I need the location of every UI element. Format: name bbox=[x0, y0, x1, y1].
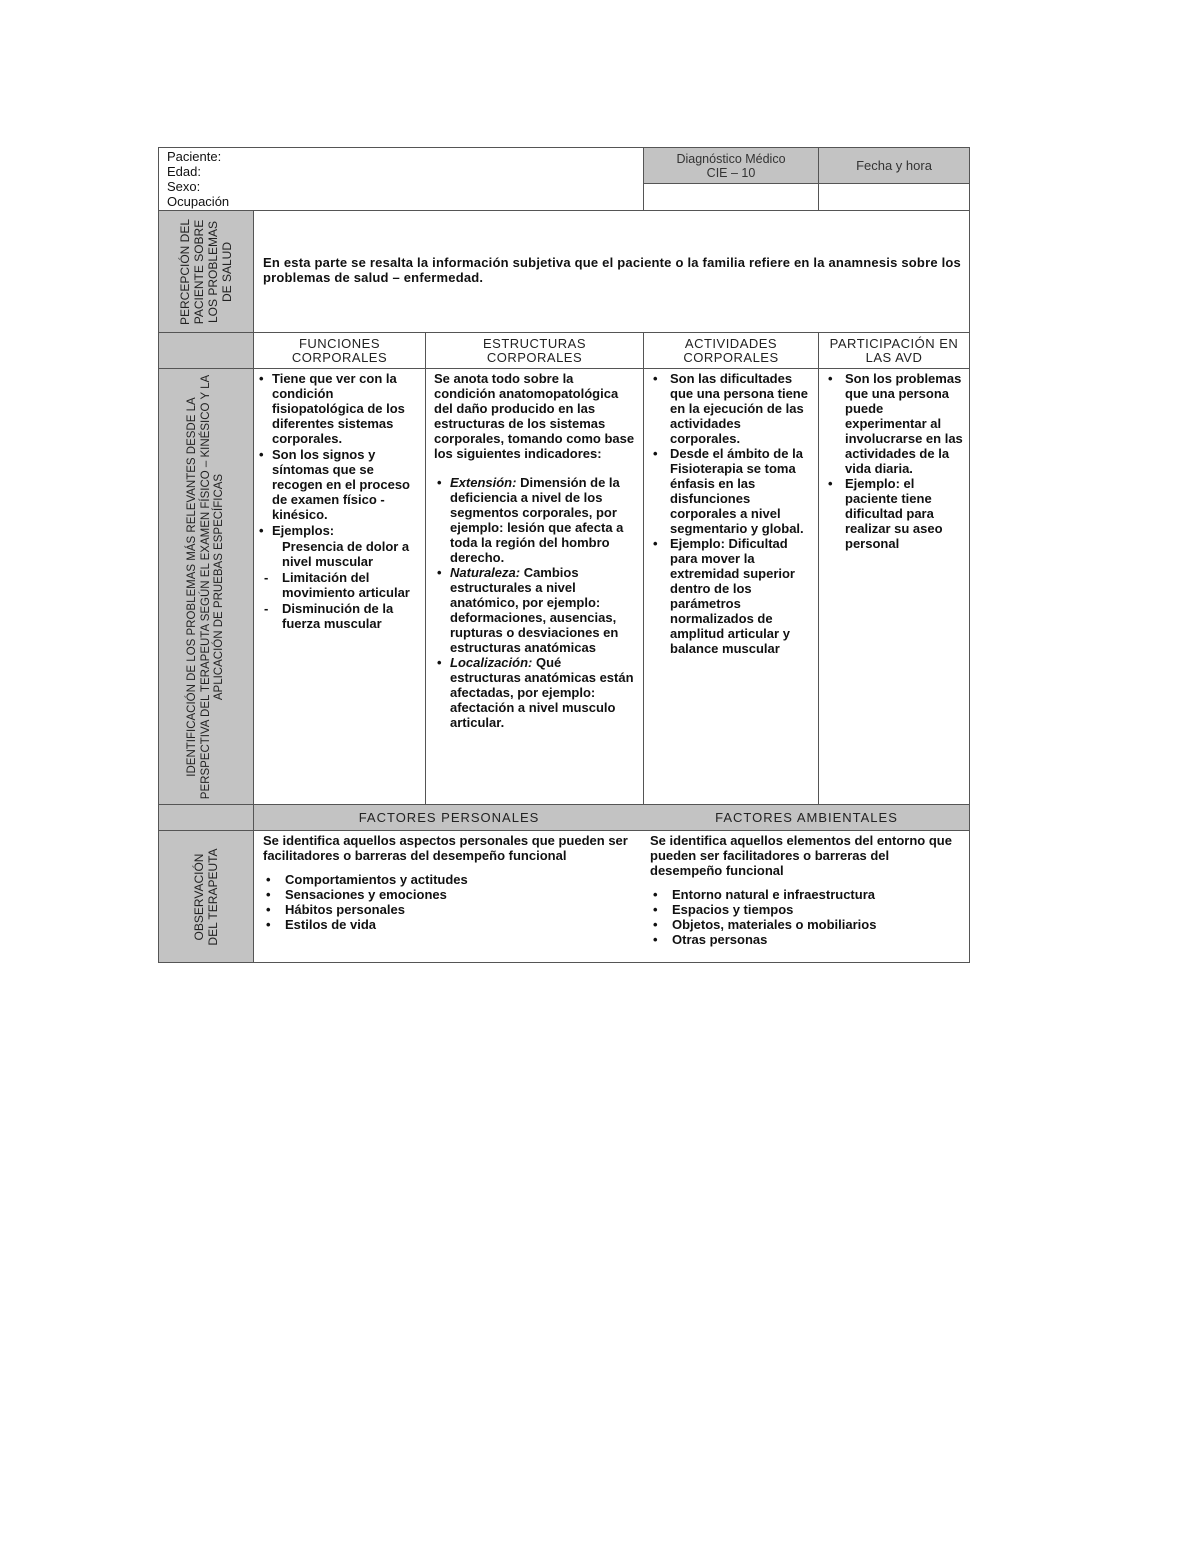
percepcion-label-cell bbox=[159, 210, 254, 332]
ambientales-item: • Espacios y tiempos bbox=[650, 902, 961, 917]
funciones-bullet-1: • Tiene que ver con la condición fisiopatológica de los diferentes sistemas corporales. bbox=[256, 371, 419, 446]
fecha-value[interactable] bbox=[819, 184, 969, 210]
percepcion-text-cell bbox=[254, 210, 969, 332]
diagnostico-label: Diagnóstico Médico bbox=[676, 151, 786, 166]
estructuras-intro: Se anota todo sobre la condición anatomopatológica del daño producido en las estructuras de los sistemas corporales, tomando como base los siguientes indicadores: bbox=[434, 371, 635, 461]
actividades-cell bbox=[644, 368, 819, 804]
occupation-label: Ocupación bbox=[167, 194, 230, 209]
participacion-cell bbox=[819, 368, 969, 804]
ambientales-item: • Entorno natural e infraestructura bbox=[650, 887, 961, 902]
factores-spacer bbox=[159, 804, 254, 830]
patient-info bbox=[159, 148, 643, 210]
sex-label: Sexo: bbox=[167, 179, 201, 194]
actividades-bullet-3: • Ejemplo: Dificultad para mover la extremidad superior dentro de los parámetros normalizados de amplitud articular y balance muscular bbox=[650, 536, 810, 656]
identificacion-label-cell bbox=[159, 368, 254, 804]
age-label: Edad: bbox=[167, 164, 201, 179]
funciones-example-2: - Limitación del movimiento articular bbox=[256, 570, 419, 600]
observacion-label: OBSERVACIÓN DEL TERAPEUTA bbox=[192, 847, 220, 946]
actividades-bullet-1: • Son las dificultades que una persona tiene en la ejecución de las actividades corporales. bbox=[650, 371, 810, 446]
percepcion-label: PERCEPCIÓN DEL PACIENTE SOBRE LOS PROBLEMAS DE SALUD bbox=[178, 218, 234, 325]
factores-personales-cell bbox=[254, 830, 644, 962]
fecha-header bbox=[819, 148, 969, 184]
cie-label: CIE – 10 bbox=[706, 165, 756, 180]
personales-intro: Se identifica aquellos aspectos personales que pueden ser facilitadores o barreras del desempeño funcional bbox=[263, 833, 628, 863]
estructuras-indicador-extension: • Extensión: Dimensión de la deficiencia a nivel de los segmentos corporales, por ejemplo: lesión que afecta a toda la región del hombro derecho. bbox=[434, 475, 635, 565]
identificacion-label: IDENTIFICACIÓN DE LOS PROBLEMAS MÁS RELEVANTES DESDE LA PERSPECTIVA DEL TERAPEUTA SEGÚN EL EXAMEN FÍSICO – KINÉSICO Y LA APLICACIÓN DE PRUEBAS ESPECÍFICAS bbox=[185, 374, 225, 799]
patient-label: Paciente: bbox=[167, 149, 222, 164]
funciones-example-3: - Disminución de la fuerza muscular bbox=[256, 601, 419, 631]
funciones-example-1: Presencia de dolor a nivel muscular bbox=[282, 539, 410, 569]
funciones-bullet-3: • Ejemplos: bbox=[256, 523, 419, 538]
observacion-label-cell bbox=[159, 830, 254, 962]
personales-item: • Estilos de vida bbox=[263, 917, 636, 932]
colhead-participacion: PARTICIPACIÓN EN LAS AVD bbox=[819, 332, 969, 368]
colhead-estructuras: ESTRUCTURAS CORPORALES bbox=[426, 332, 644, 368]
factores-personales-header: FACTORES PERSONALES bbox=[254, 804, 644, 830]
participacion-bullet-1: • Son los problemas que una persona puede experimentar al involucrarse en las actividades de la vida diaria. bbox=[825, 371, 965, 476]
percepcion-text: En esta parte se resalta la información subjetiva que el paciente o la familia refiere en la anamnesis sobre los problemas de salud – enfermedad. bbox=[263, 255, 961, 285]
factores-ambientales-cell bbox=[644, 830, 969, 962]
fecha-label: Fecha y hora bbox=[856, 158, 932, 173]
ambientales-list bbox=[650, 887, 961, 947]
personales-item: • Sensaciones y emociones bbox=[263, 887, 636, 902]
ambientales-item: • Otras personas bbox=[650, 932, 961, 947]
funciones-cell bbox=[254, 368, 426, 804]
funciones-bullet-2: • Son los signos y síntomas que se recogen en el proceso de examen físico - kinésico. bbox=[256, 447, 419, 522]
ambientales-intro: Se identifica aquellos elementos del entorno que pueden ser facilitadores o barreras del desempeño funcional bbox=[650, 833, 952, 878]
colhead-spacer bbox=[159, 332, 254, 368]
estructuras-cell bbox=[426, 368, 644, 804]
ambientales-item: • Objetos, materiales o mobiliarios bbox=[650, 917, 961, 932]
evaluation-form-table bbox=[158, 147, 970, 963]
actividades-bullet-2: • Desde el ámbito de la Fisioterapia se toma énfasis en las disfunciones corporales a nivel segmentario y global. bbox=[650, 446, 810, 536]
diagnostico-value[interactable] bbox=[643, 184, 819, 210]
factores-ambientales-header: FACTORES AMBIENTALES bbox=[644, 804, 969, 830]
participacion-bullet-2: • Ejemplo: el paciente tiene dificultad para realizar su aseo personal bbox=[825, 476, 965, 551]
personales-item: • Hábitos personales bbox=[263, 902, 636, 917]
personales-list bbox=[263, 872, 636, 932]
colhead-funciones: FUNCIONES CORPORALES bbox=[254, 332, 426, 368]
diagnostico-header bbox=[643, 148, 819, 184]
estructuras-indicador-naturaleza: • Naturaleza: Cambios estructurales a nivel anatómico, por ejemplo: deformaciones, ausencias, rupturas o desviaciones en estructuras anatómicas bbox=[434, 565, 635, 655]
colhead-actividades: ACTIVIDADES CORPORALES bbox=[644, 332, 819, 368]
estructuras-indicador-localizacion: • Localización: Qué estructuras anatómicas están afectadas, por ejemplo: afectación a nivel musculo articular. bbox=[434, 655, 635, 730]
personales-item: • Comportamientos y actitudes bbox=[263, 872, 636, 887]
